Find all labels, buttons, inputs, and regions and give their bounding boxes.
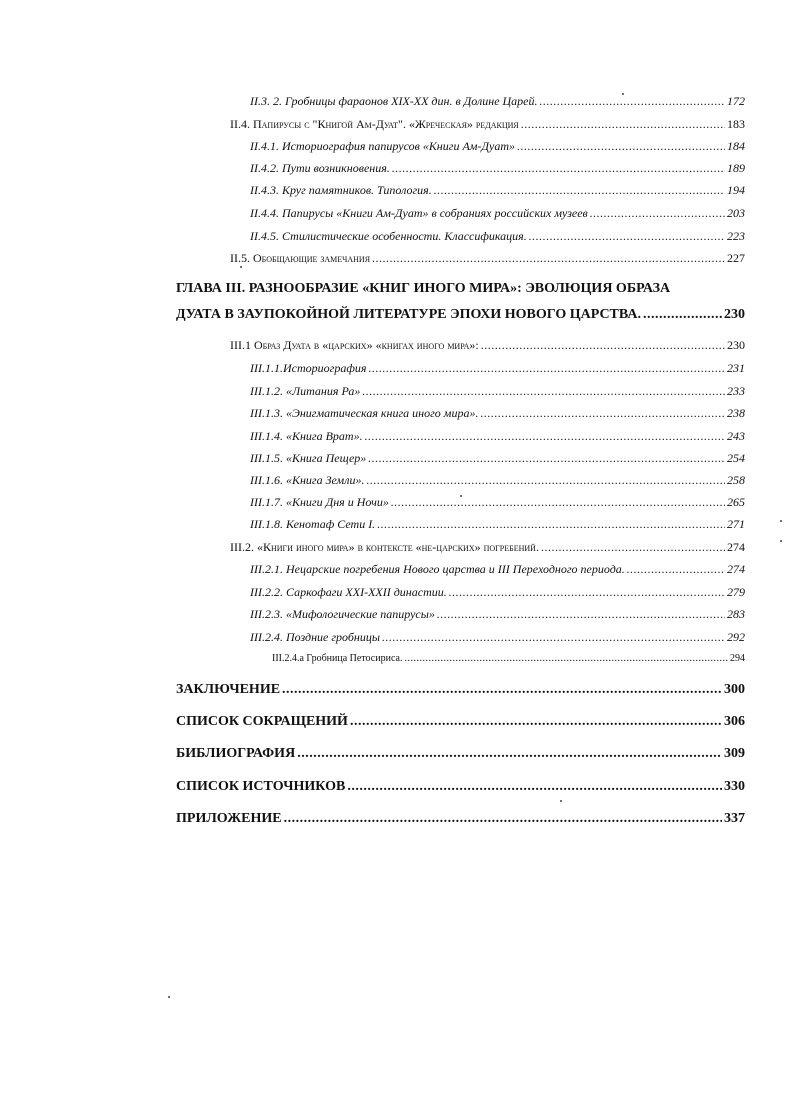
- dot-leader: [365, 428, 725, 444]
- toc-entry-label: СПИСОК ИСТОЧНИКОВ: [176, 779, 346, 794]
- dot-leader: [377, 516, 725, 532]
- toc-page-number: 227: [727, 251, 745, 265]
- dot-leader: [362, 383, 725, 399]
- toc-entry[interactable]: [250, 205, 745, 221]
- dot-leader: [297, 745, 722, 763]
- dot-leader: [368, 450, 725, 466]
- toc-entry[interactable]: [230, 337, 745, 353]
- toc-entry-label: III.2.3. «Мифологические папирусы»: [250, 607, 435, 621]
- toc-page-number: 306: [724, 714, 745, 729]
- toc-entry-major[interactable]: [176, 778, 745, 796]
- toc-entry-label: II.5. Обобщающие замечания: [230, 251, 371, 265]
- toc-page-number: 283: [727, 607, 745, 621]
- toc-entry[interactable]: [250, 472, 745, 488]
- toc-entry-label: III.1.2. «Литания Ра»: [250, 384, 361, 398]
- toc-entry[interactable]: [250, 160, 745, 176]
- toc-entry[interactable]: [272, 652, 745, 666]
- toc-entry-label: III.1.1.Историография: [250, 361, 367, 375]
- toc-entry[interactable]: [250, 629, 745, 645]
- chapter-title: ГЛАВА III. РАЗНООБРАЗИЕ «КНИГ ИНОГО МИРА»: ЭВОЛЮЦИЯ ОБРАЗА: [176, 281, 671, 296]
- toc-page-number: 238: [727, 406, 745, 420]
- toc-entry-label: ЗАКЛЮЧЕНИЕ: [176, 682, 281, 697]
- scan-speck: [780, 520, 782, 522]
- toc-entry-label: СПИСОК СОКРАЩЕНИЙ: [176, 714, 348, 729]
- scan-speck: [560, 800, 562, 802]
- toc-entry-label: III.2.1. Нецарские погребения Нового царства и III Переходного периода.: [250, 562, 625, 576]
- toc-page-number: 172: [727, 94, 745, 108]
- toc-entry-label: III.1.3. «Энигматическая книга иного мира».: [250, 406, 479, 420]
- toc-page-number: 271: [727, 517, 745, 531]
- toc-page-number: 203: [727, 206, 745, 220]
- toc-page-number: 254: [727, 451, 745, 465]
- toc-entry[interactable]: [230, 539, 745, 555]
- scan-speck: [622, 93, 624, 95]
- toc-page-number: 274: [727, 562, 745, 576]
- toc-page-number: 258: [727, 473, 745, 487]
- dot-leader: [372, 250, 725, 266]
- toc-page-number: 274: [727, 540, 745, 554]
- toc-entry-label: III.1.8. Кенотаф Сети I.: [250, 517, 376, 531]
- toc-page-number: 183: [727, 117, 745, 131]
- toc-page-number: 184: [727, 139, 745, 153]
- dot-leader: [437, 606, 725, 622]
- toc-entry-label: БИБЛИОГРАФИЯ: [176, 746, 296, 761]
- toc-entry[interactable]: [250, 383, 745, 399]
- toc-page-number: 309: [724, 746, 745, 761]
- toc-page-number: 230: [727, 338, 745, 352]
- toc-entry-label: III.1.6. «Книга Земли».: [250, 473, 365, 487]
- toc-entry-label: III.1 Образ Дуата в «царских» «книгах иного мира»:: [230, 338, 479, 352]
- toc-entry-label: III.2.4.а Гробница Петосириса.: [272, 653, 403, 664]
- dot-leader: [540, 93, 725, 109]
- toc-entry[interactable]: [250, 516, 745, 532]
- dot-leader: [368, 360, 725, 376]
- toc-page-number: 265: [727, 495, 745, 509]
- toc-entry[interactable]: [250, 138, 745, 154]
- dot-leader: [434, 182, 725, 198]
- toc-entry[interactable]: [250, 584, 745, 600]
- toc-entry-major[interactable]: [176, 681, 745, 699]
- dot-leader: [382, 629, 725, 645]
- toc-entry-label: III.2.2. Саркофаги XXI-XXII династии.: [250, 585, 447, 599]
- toc-entry-label: III.1.4. «Книга Врат».: [250, 429, 363, 443]
- toc-entry-label: ПРИЛОЖЕНИЕ: [176, 811, 282, 826]
- dot-leader: [529, 228, 725, 244]
- dot-leader: [627, 561, 725, 577]
- toc-entry-label: II.4.2. Пути возникновения.: [250, 161, 390, 175]
- dot-leader: [366, 472, 725, 488]
- dot-leader: [481, 337, 725, 353]
- dot-leader: [347, 778, 722, 796]
- toc-entry[interactable]: [250, 450, 745, 466]
- toc-entry-major[interactable]: [176, 810, 745, 828]
- toc-entry[interactable]: [230, 116, 745, 132]
- toc-page-number: 189: [727, 161, 745, 175]
- dot-leader: [392, 160, 725, 176]
- toc-entry-major[interactable]: [176, 713, 745, 731]
- toc-entry[interactable]: [250, 228, 745, 244]
- toc-entry-label: III.1.5. «Книга Пещер»: [250, 451, 367, 465]
- toc-page-number: 292: [727, 630, 745, 644]
- toc-page-number: 233: [727, 384, 745, 398]
- toc-entry-label: III.2.4. Поздние гробницы: [250, 630, 381, 644]
- toc-page-number: 294: [730, 653, 745, 664]
- dot-leader: [282, 681, 722, 699]
- toc-page-number: 231: [727, 361, 745, 375]
- toc-page-number: 337: [724, 811, 745, 826]
- dot-leader: [284, 810, 722, 828]
- scan-speck: [240, 266, 242, 268]
- toc-page-number: 300: [724, 682, 745, 697]
- toc-entry[interactable]: [250, 561, 745, 577]
- toc-entry[interactable]: [250, 428, 745, 444]
- toc-page-number: 194: [727, 183, 745, 197]
- toc-entry-chapter[interactable]: [176, 306, 745, 324]
- toc-entry-label: II.4.5. Стилистические особенности. Классификация.: [250, 229, 527, 243]
- toc-entry-label: II.3. 2. Гробницы фараонов XIX-XX дин. в Долине Царей.: [250, 94, 538, 108]
- toc-entry[interactable]: [250, 405, 745, 421]
- toc-page-number: 230: [724, 307, 745, 322]
- chapter-title-line2: ДУАТА В ЗАУПОКОЙНОЙ ЛИТЕРАТУРЕ ЭПОХИ НОВОГО ЦАРСТВА.: [176, 307, 641, 322]
- toc-entry[interactable]: [250, 182, 745, 198]
- toc-entry[interactable]: [250, 606, 745, 622]
- dot-leader: [391, 494, 725, 510]
- toc-page-number: 279: [727, 585, 745, 599]
- scan-speck: [168, 996, 170, 998]
- toc-page-number: 330: [724, 779, 745, 794]
- toc-entry-label: III.2. «Книги иного мира» в контексте «не-царских» погребений.: [230, 540, 539, 554]
- toc-entry[interactable]: [230, 250, 745, 266]
- toc-entry-label: II.4. Папирусы с "Книгой Ам-Дуат". «Жреческая» редакция: [230, 117, 519, 131]
- scan-speck: [780, 540, 782, 542]
- dot-leader: [517, 138, 725, 154]
- toc-entry-label: II.4.1. Историография папирусов «Книги Ам-Дуат»: [250, 139, 516, 153]
- toc-entry-label: II.4.3. Круг памятников. Типология.: [250, 183, 432, 197]
- dot-leader: [480, 405, 725, 421]
- toc-entry-label: III.1.7. «Книги Дня и Ночи»: [250, 495, 389, 509]
- toc-page-number: 243: [727, 429, 745, 443]
- dot-leader: [404, 652, 728, 666]
- dot-leader: [541, 539, 725, 555]
- scan-speck: [460, 495, 462, 497]
- toc-entry[interactable]: [250, 494, 745, 510]
- toc-entry-label: II.4.4. Папирусы «Книги Ам-Дуат» в собраниях российских музеев: [250, 206, 588, 220]
- dot-leader: [590, 205, 725, 221]
- toc-entry[interactable]: [250, 93, 745, 109]
- toc-entry-major[interactable]: [176, 745, 745, 763]
- toc-page-number: 223: [727, 229, 745, 243]
- dot-leader: [449, 584, 725, 600]
- dot-leader: [521, 116, 725, 132]
- toc-entry[interactable]: [250, 360, 745, 376]
- dot-leader: [643, 306, 722, 324]
- dot-leader: [350, 713, 722, 731]
